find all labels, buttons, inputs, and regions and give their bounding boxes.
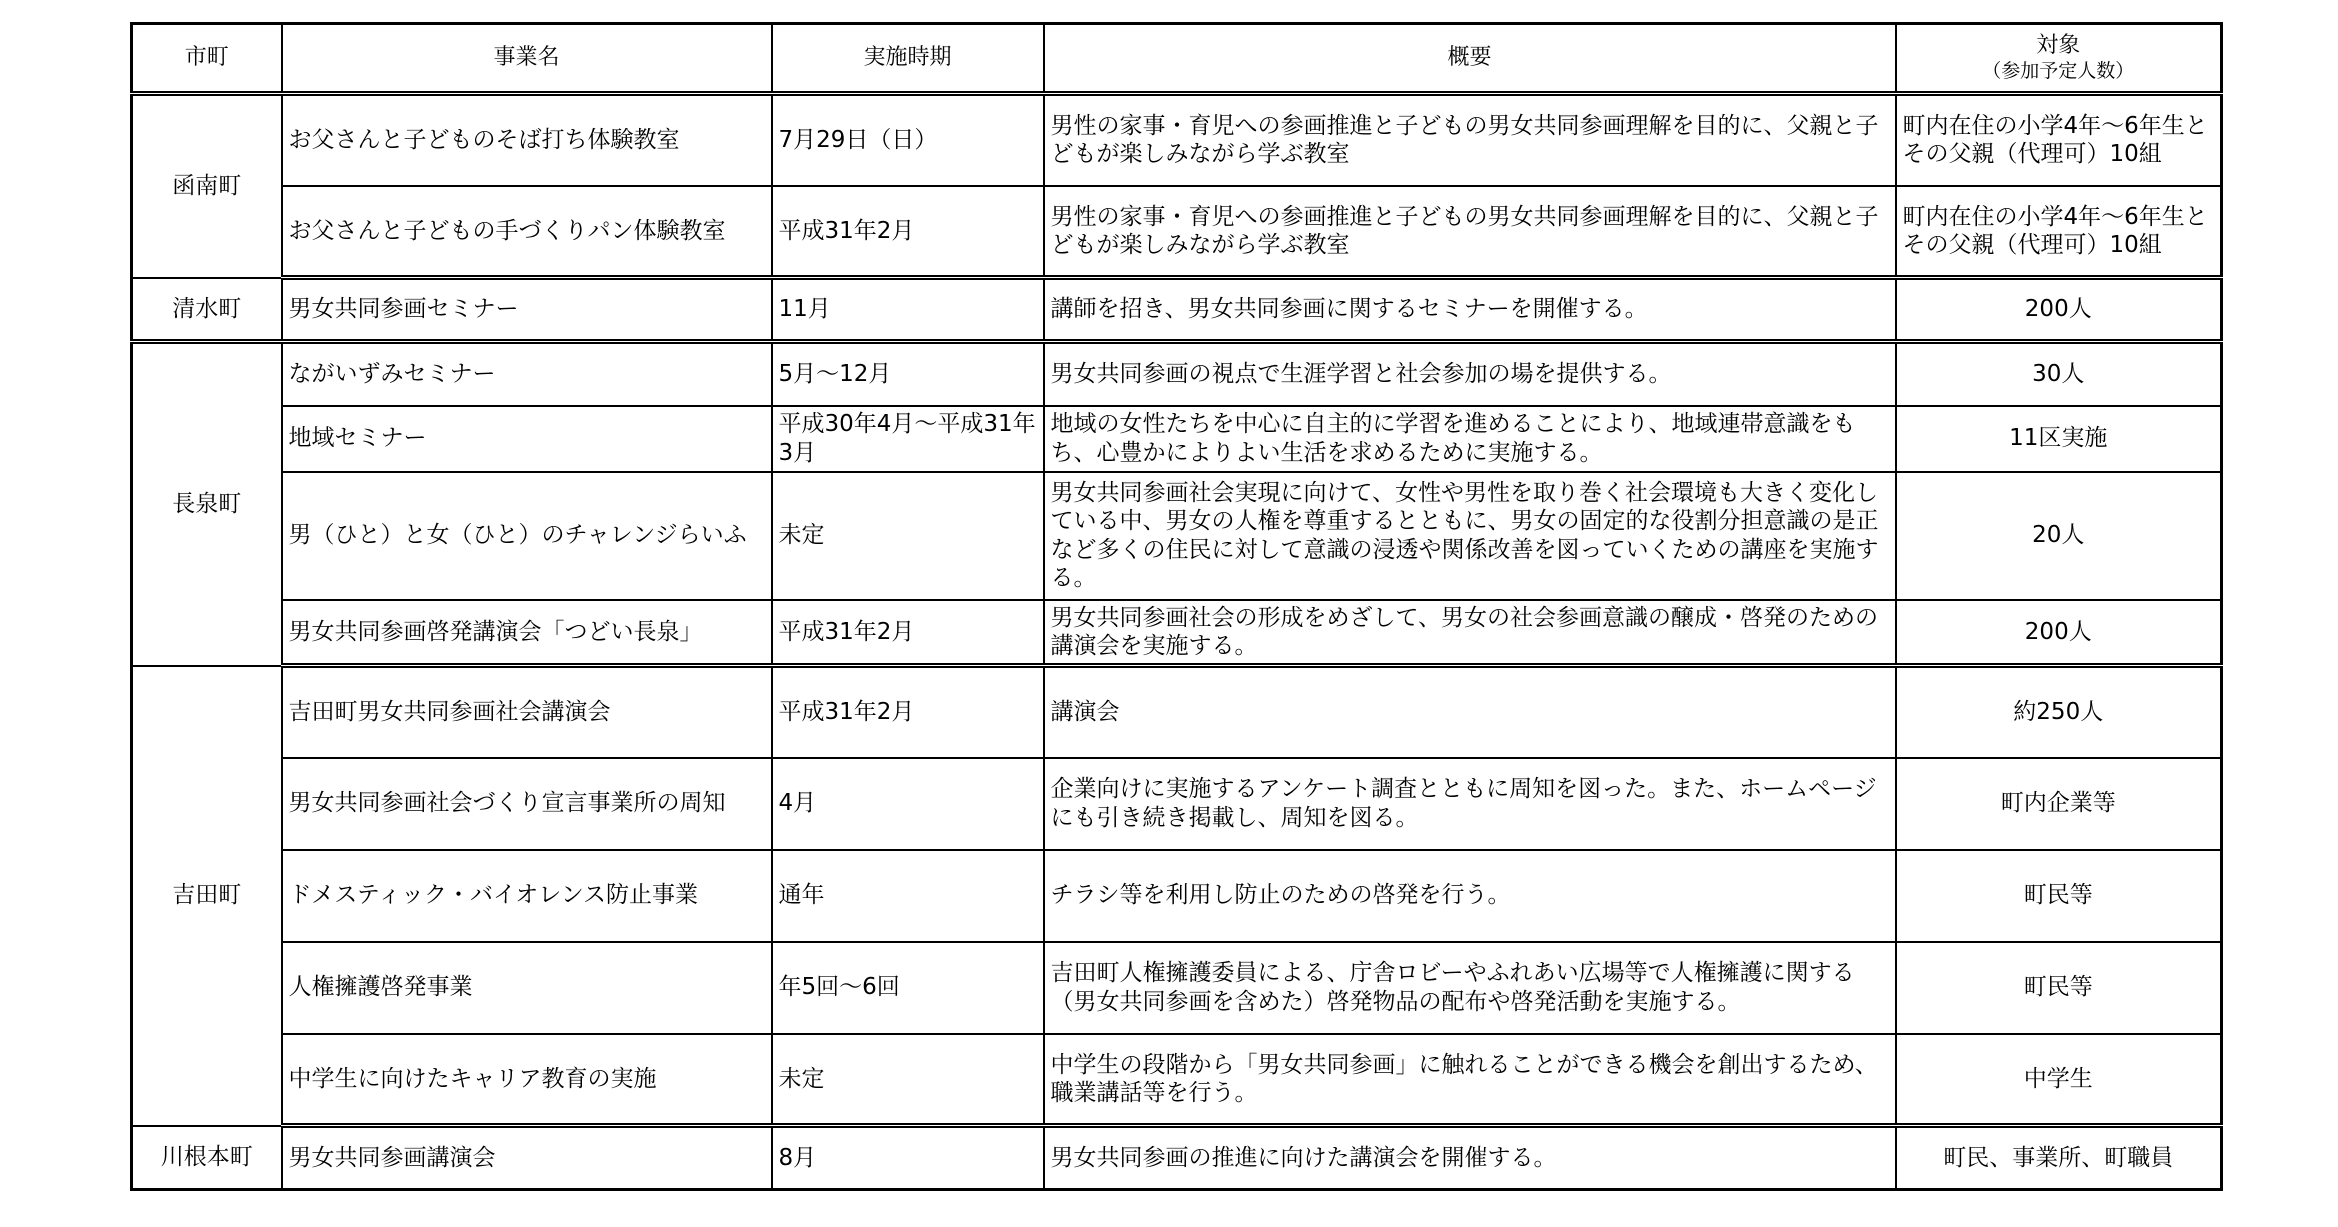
municipality-cell: 長泉町 [132,342,282,666]
header-target-label: 対象 [2036,33,2081,58]
header-period: 実施時期 [772,24,1044,94]
municipality-cell: 清水町 [132,278,282,342]
summary-cell: 企業向けに実施するアンケート調査とともに周知を図った。また、ホームページにも引き続き掲載し、周知を図る。 [1044,758,1896,850]
project-name-cell: 男（ひと）と女（ひと）のチャレンジらいふ [282,472,772,600]
target-cell: 200人 [1896,278,2222,342]
target-cell: 町民等 [1896,942,2222,1034]
period-cell: 11月 [772,278,1044,342]
period-cell: 未定 [772,472,1044,600]
municipality-cell: 函南町 [132,94,282,278]
table-row [132,850,2222,942]
period-cell: 4月 [772,758,1044,850]
period-cell: 通年 [772,850,1044,942]
municipality-cell: 川根本町 [132,1126,282,1190]
period-cell: 平成31年2月 [772,186,1044,278]
summary-cell: 男性の家事・育児への参画推進と子どもの男女共同参画理解を目的に、父親と子どもが楽しみながら学ぶ教室 [1044,186,1896,278]
table-row [132,942,2222,1034]
period-cell: 平成31年2月 [772,666,1044,758]
summary-cell: 講師を招き、男女共同参画に関するセミナーを開催する。 [1044,278,1896,342]
table-row [132,1126,2222,1190]
period-cell: 未定 [772,1034,1044,1126]
header-summary: 概要 [1044,24,1896,94]
summary-cell: 男女共同参画社会実現に向けて、女性や男性を取り巻く社会環境も大きく変化している中、男女の人権を尊重するとともに、男女の固定的な役割分担意識の是正など多くの住民に対して意識の浸透や関係改善を図っていくための講座を実施する。 [1044,472,1896,600]
project-name-cell: 吉田町男女共同参画社会講演会 [282,666,772,758]
summary-cell: 男女共同参画社会の形成をめざして、男女の社会参画意識の醸成・啓発のための講演会を実施する。 [1044,600,1896,666]
period-cell: 平成31年2月 [772,600,1044,666]
summary-cell: 講演会 [1044,666,1896,758]
target-cell: 町内在住の小学4年～6年生とその父親（代理可）10組 [1896,94,2222,186]
summary-cell: 男女共同参画の視点で生涯学習と社会参加の場を提供する。 [1044,342,1896,406]
project-name-cell: ドメスティック・バイオレンス防止事業 [282,850,772,942]
target-cell: 11区実施 [1896,406,2222,472]
summary-cell: 男女共同参画の推進に向けた講演会を開催する。 [1044,1126,1896,1190]
project-name-cell: 人権擁護啓発事業 [282,942,772,1034]
summary-cell: 地域の女性たちを中心に自主的に学習を進めることにより、地域連帯意識をもち、心豊かによりよい生活を求めるために実施する。 [1044,406,1896,472]
summary-cell: 吉田町人権擁護委員による、庁舎ロビーやふれあい広場等で人権擁護に関する（男女共同参画を含めた）啓発物品の配布や啓発活動を実施する。 [1044,942,1896,1034]
project-name-cell: お父さんと子どもの手づくりパン体験教室 [282,186,772,278]
target-cell: 町民等 [1896,850,2222,942]
target-cell: 中学生 [1896,1034,2222,1126]
target-cell: 30人 [1896,342,2222,406]
table-row [132,94,2222,186]
target-cell: 町内企業等 [1896,758,2222,850]
target-cell: 20人 [1896,472,2222,600]
period-cell: 5月～12月 [772,342,1044,406]
table-row [132,600,2222,666]
table-row [132,406,2222,472]
project-name-cell: 男女共同参画講演会 [282,1126,772,1190]
project-name-cell: お父さんと子どものそば打ち体験教室 [282,94,772,186]
period-cell: 平成30年4月～平成31年3月 [772,406,1044,472]
period-cell: 7月29日（日） [772,94,1044,186]
summary-cell: チラシ等を利用し防止のための啓発を行う。 [1044,850,1896,942]
table-row [132,1034,2222,1126]
table-row [132,342,2222,406]
table-header-row [132,24,2222,94]
project-name-cell: 男女共同参画社会づくり宣言事業所の周知 [282,758,772,850]
project-name-cell: ながいずみセミナー [282,342,772,406]
project-name-cell: 地域セミナー [282,406,772,472]
target-cell: 町民、事業所、町職員 [1896,1126,2222,1190]
table-row [132,472,2222,600]
project-name-cell: 男女共同参画セミナー [282,278,772,342]
header-municipality: 市町 [132,24,282,94]
municipality-cell: 吉田町 [132,666,282,1126]
summary-cell: 男性の家事・育児への参画推進と子どもの男女共同参画理解を目的に、父親と子どもが楽しみながら学ぶ教室 [1044,94,1896,186]
period-cell: 8月 [772,1126,1044,1190]
table-row [132,186,2222,278]
table-row [132,758,2222,850]
period-cell: 年5回～6回 [772,942,1044,1034]
target-cell: 町内在住の小学4年～6年生とその父親（代理可）10組 [1896,186,2222,278]
target-cell: 約250人 [1896,666,2222,758]
project-name-cell: 男女共同参画啓発講演会「つどい長泉」 [282,600,772,666]
header-target-sub: （参加予定人数） [1982,59,2135,82]
project-table [130,22,2223,1191]
header-target [1896,24,2222,94]
header-project-name: 事業名 [282,24,772,94]
table-row [132,278,2222,342]
project-name-cell: 中学生に向けたキャリア教育の実施 [282,1034,772,1126]
table-row [132,666,2222,758]
target-cell: 200人 [1896,600,2222,666]
summary-cell: 中学生の段階から「男女共同参画」に触れることができる機会を創出するため、職業講話等を行う。 [1044,1034,1896,1126]
